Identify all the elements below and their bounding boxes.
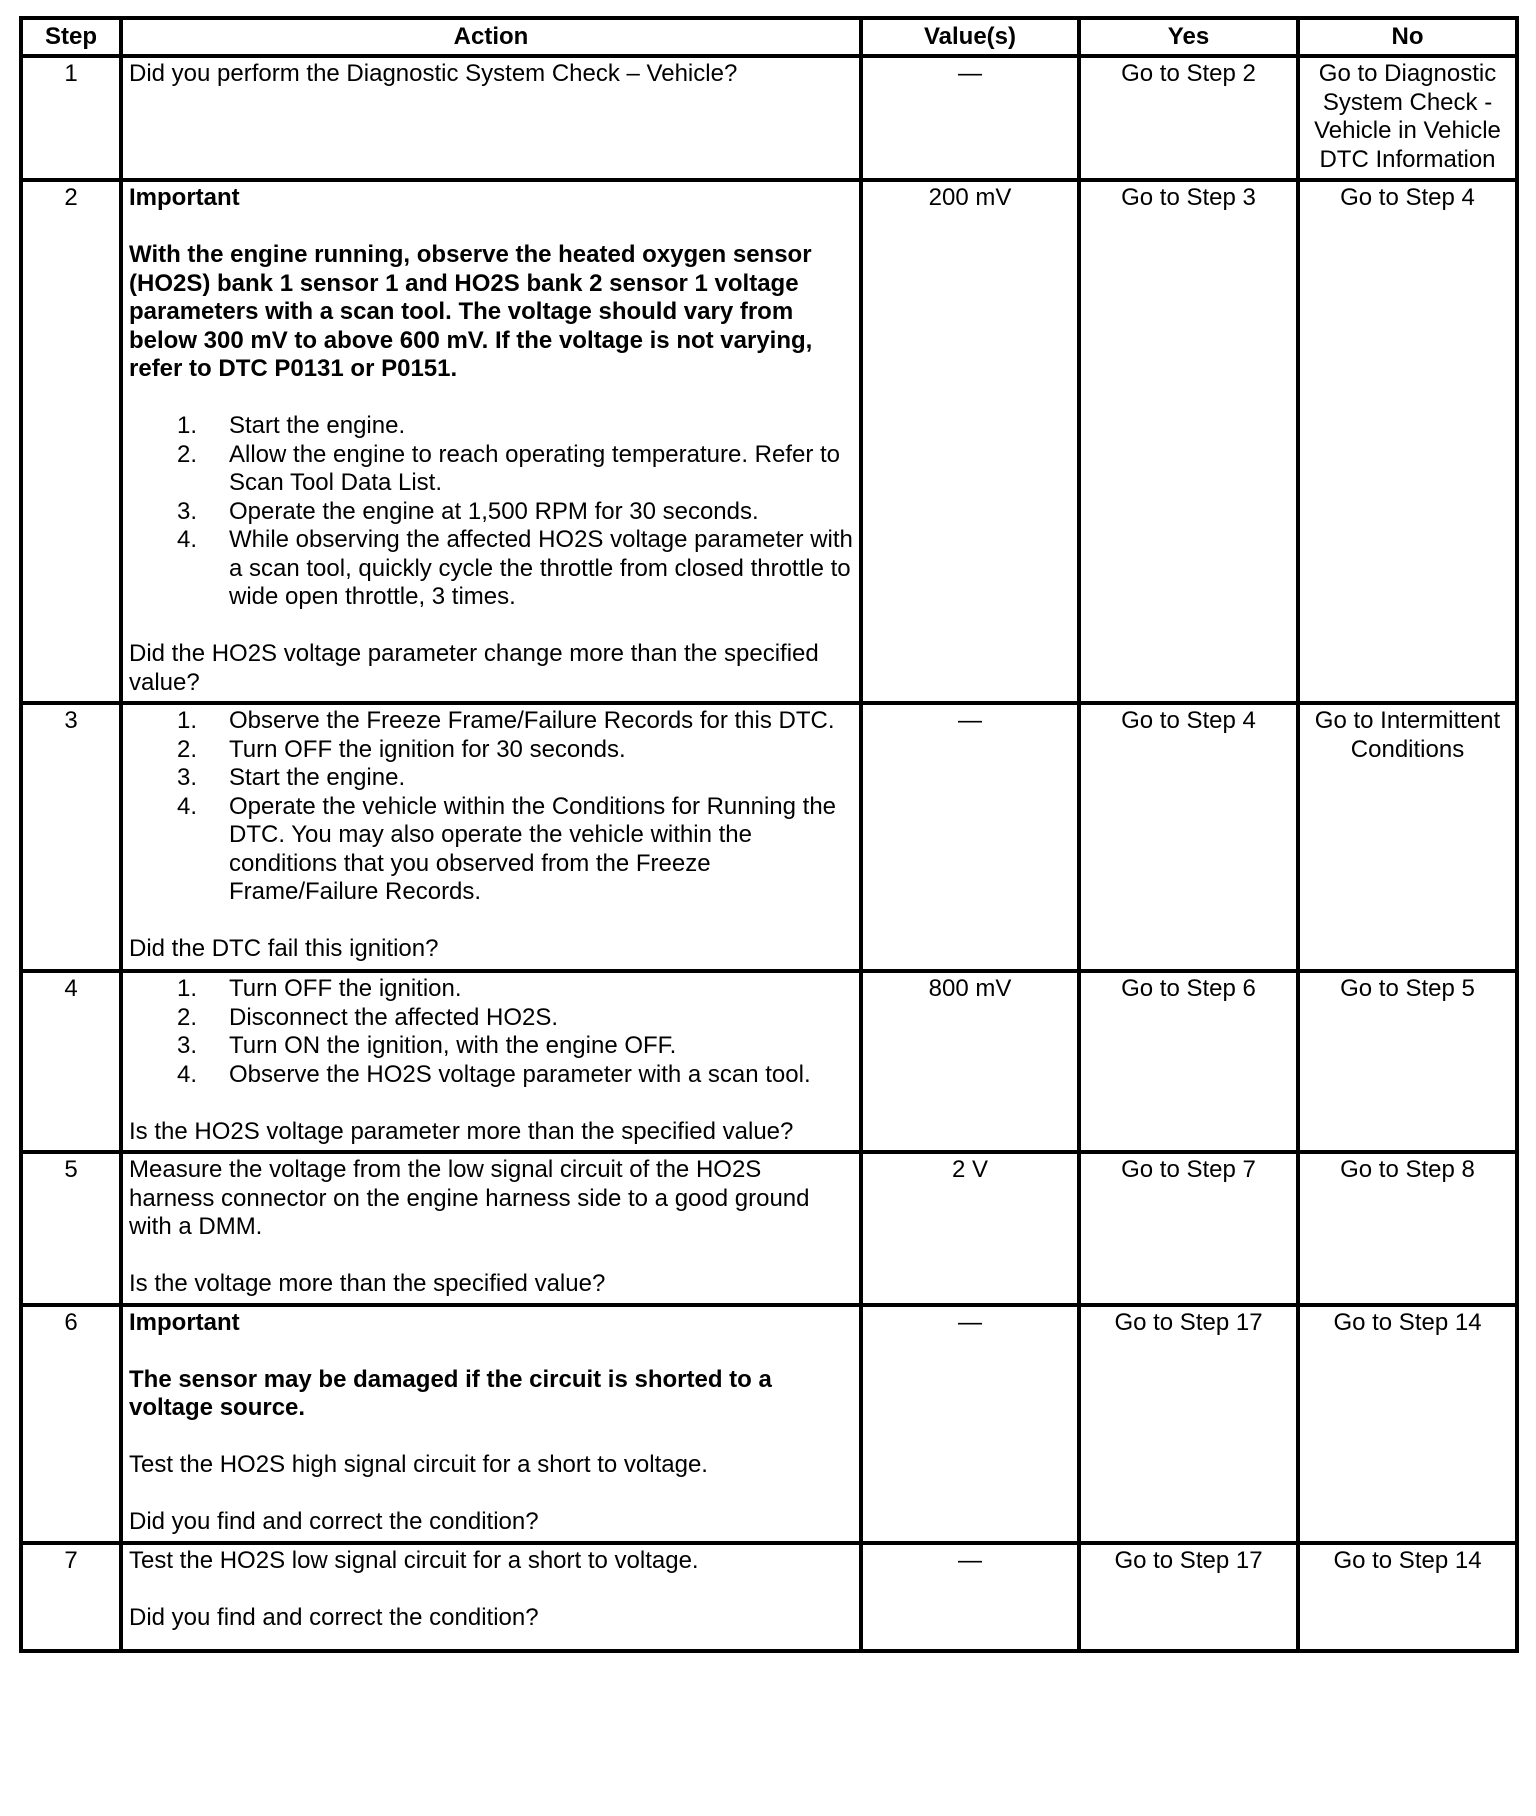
action-cell [121, 1305, 861, 1543]
step-number: 3 [21, 703, 121, 971]
yes-cell: Go to Step 4 [1079, 703, 1298, 971]
value-cell: 800 mV [861, 971, 1079, 1152]
list-item: 4. Observe the HO2S voltage parameter with a scan tool. [177, 1060, 811, 1088]
action-cell [121, 180, 861, 703]
header-step: Step [21, 18, 121, 56]
important-text: The sensor may be damaged if the circuit is shorted to a voltage source. [129, 1365, 772, 1421]
list-item: 2. Turn OFF the ignition for 30 seconds. [177, 735, 626, 763]
header-no: No [1298, 18, 1517, 56]
no-cell: Go to Diagnostic System Check - Vehicle in Vehicle DTC Information [1298, 56, 1517, 180]
question-text: Is the HO2S voltage parameter more than the specified value? [129, 1117, 794, 1145]
question-text: Did the HO2S voltage parameter change more than the specified value? [129, 640, 819, 696]
value-cell: — [861, 56, 1079, 180]
action-cell [121, 1152, 861, 1305]
important-label: Important [129, 184, 240, 211]
action-cell [121, 56, 861, 180]
list-item: 3. Turn ON the ignition, with the engine OFF. [177, 1032, 677, 1059]
action-text: Did you perform the Diagnostic System Check – Vehicle? [129, 60, 738, 87]
value-cell: — [861, 703, 1079, 971]
no-cell: Go to Step 8 [1298, 1152, 1517, 1305]
step-number: 4 [21, 971, 121, 1152]
question-text: Did the DTC fail this ignition? [129, 935, 439, 962]
list-item: 4. Operate the vehicle within the Conditions for Running the DTC. You may also operate the vehicle within the conditions that you observed from the Freeze Frame/Failure Records. [177, 792, 837, 905]
action-text: Measure the voltage from the low signal circuit of the HO2S harness connector on the engine harness side to a good ground with a DMM. [129, 1156, 810, 1240]
list-item: 2. Disconnect the affected HO2S. [177, 1003, 559, 1031]
no-cell: Go to Intermittent Conditions [1298, 703, 1517, 971]
action-text: Test the HO2S low signal circuit for a short to voltage. [129, 1546, 699, 1574]
step-number: 7 [21, 1543, 121, 1651]
step-number: 6 [21, 1305, 121, 1543]
header-values: Value(s) [861, 18, 1079, 56]
step-number: 5 [21, 1152, 121, 1305]
value-cell: 2 V [861, 1152, 1079, 1305]
table-row [21, 56, 1517, 180]
action-cell [121, 1543, 861, 1651]
diagnostic-table [19, 16, 1519, 1653]
table-row [21, 703, 1517, 971]
yes-cell: Go to Step 3 [1079, 180, 1298, 703]
yes-cell: Go to Step 17 [1079, 1543, 1298, 1651]
no-cell: Go to Step 14 [1298, 1305, 1517, 1543]
yes-cell: Go to Step 17 [1079, 1305, 1298, 1543]
yes-cell: Go to Step 2 [1079, 56, 1298, 180]
table-row [21, 971, 1517, 1152]
no-cell: Go to Step 4 [1298, 180, 1517, 703]
procedure-list [129, 707, 853, 907]
table-row [21, 180, 1517, 703]
no-cell: Go to Step 5 [1298, 971, 1517, 1152]
step-number: 1 [21, 56, 121, 180]
list-item: 3. Operate the engine at 1,500 RPM for 30 seconds. [177, 497, 759, 525]
table-row [21, 1152, 1517, 1305]
step-number: 2 [21, 180, 121, 703]
list-item: 2. Allow the engine to reach operating temperature. Refer to Scan Tool Data List. [177, 440, 841, 496]
list-item: 1. Turn OFF the ignition. [177, 975, 462, 1002]
yes-cell: Go to Step 6 [1079, 971, 1298, 1152]
table-row [21, 1305, 1517, 1543]
action-cell [121, 971, 861, 1152]
procedure-list [129, 975, 853, 1089]
no-cell: Go to Step 14 [1298, 1543, 1517, 1651]
question-text: Did you find and correct the condition? [129, 1508, 539, 1535]
list-item: 1. Start the engine. [177, 412, 406, 439]
header-row [21, 18, 1517, 56]
important-text: With the engine running, observe the heated oxygen sensor (HO2S) bank 1 sensor 1 and HO2S bank 2 sensor 1 voltage parameters with a scan tool. The voltage should vary from below 300 mV to above 600 mV. If the voltage is not varying, refer to DTC P0131 or P0151. [129, 241, 813, 382]
action-text: Test the HO2S high signal circuit for a short to voltage. [129, 1451, 708, 1478]
list-item: 1. Observe the Freeze Frame/Failure Records for this DTC. [177, 707, 835, 734]
header-action: Action [121, 18, 861, 56]
header-yes: Yes [1079, 18, 1298, 56]
important-label: Important [129, 1308, 240, 1336]
list-item: 3. Start the engine. [177, 764, 406, 791]
procedure-list [129, 412, 853, 612]
value-cell: — [861, 1305, 1079, 1543]
list-item: 4. While observing the affected HO2S voltage parameter with a scan tool, quickly cycle the throttle from closed throttle to wide open throttle, 3 times. [177, 526, 853, 610]
table-row [21, 1543, 1517, 1651]
yes-cell: Go to Step 7 [1079, 1152, 1298, 1305]
action-cell [121, 703, 861, 971]
question-text: Is the voltage more than the specified value? [129, 1270, 606, 1297]
question-text: Did you find and correct the condition? [129, 1603, 539, 1631]
value-cell: 200 mV [861, 180, 1079, 703]
value-cell: — [861, 1543, 1079, 1651]
